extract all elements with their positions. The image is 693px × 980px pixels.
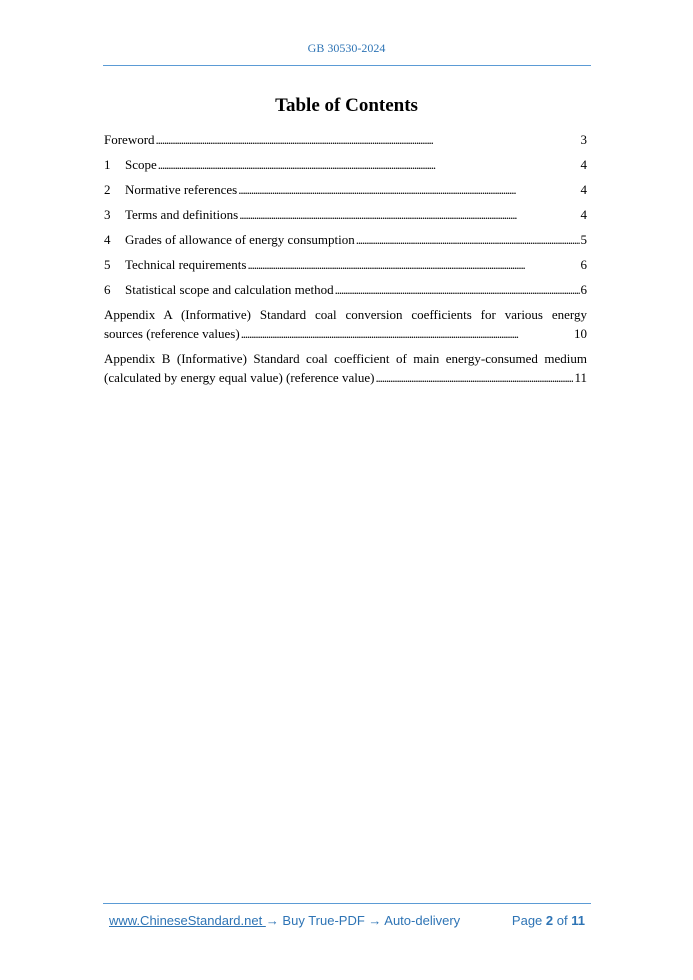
- toc-entry-title: Scope: [125, 157, 157, 172]
- toc-entry-page: 10: [574, 326, 587, 341]
- toc-entry-appendix-b[interactable]: [104, 349, 587, 387]
- toc-entry-statistical-scope[interactable]: [104, 280, 587, 305]
- buy-text: Buy True-PDF: [278, 913, 369, 928]
- toc-title: Table of Contents: [275, 95, 418, 116]
- dot-leader: [356, 230, 580, 249]
- delivery-text: Auto-delivery: [381, 913, 461, 928]
- page-current: 2: [545, 913, 554, 928]
- toc-entry-page: 5: [580, 232, 587, 247]
- toc-entry-grades-of-allowance[interactable]: [104, 230, 587, 255]
- toc-entry-scope[interactable]: [104, 155, 587, 180]
- toc-entry-title: Technical requirements: [125, 257, 247, 272]
- arrow-right-icon: →: [265, 913, 279, 928]
- toc-entry-title: Foreword: [104, 132, 155, 147]
- page-footer: [109, 913, 585, 928]
- page-total: 11: [571, 913, 585, 928]
- dot-leader: [158, 155, 580, 174]
- site-link[interactable]: www.ChineseStandard.net: [109, 913, 266, 928]
- dot-leader: [239, 205, 579, 224]
- dot-leader: [375, 368, 573, 387]
- dot-leader: [335, 280, 580, 299]
- toc-entry-number: 4: [104, 232, 111, 247]
- toc-entry-number: 1: [104, 157, 111, 172]
- page-of: of: [556, 913, 568, 928]
- dot-leader: [238, 180, 579, 199]
- arrow-right-icon: →: [368, 913, 382, 928]
- toc-entry-title: Grades of allowance of energy consumption: [125, 232, 355, 247]
- dot-leader: [156, 130, 580, 149]
- page-label: Page: [511, 913, 543, 928]
- footer-promo: [109, 913, 460, 928]
- toc-entry-title: Normative references: [125, 182, 238, 197]
- toc-entry-title-line2: (calculated by energy equal value) (reference value): [104, 370, 375, 385]
- toc-entry-title: Terms and definitions: [125, 207, 239, 222]
- toc-entry-page: 6: [580, 257, 587, 272]
- toc-entry-page: 11: [574, 370, 587, 385]
- toc-entry-title-line2: sources (reference values): [104, 326, 240, 341]
- table-of-contents: [104, 130, 587, 393]
- toc-entry-foreword[interactable]: [104, 130, 587, 155]
- toc-entry-technical-requirements[interactable]: [104, 255, 587, 280]
- toc-entry-number: 2: [104, 182, 111, 197]
- toc-entry-number: 3: [104, 207, 111, 222]
- toc-entry-appendix-a[interactable]: [104, 305, 587, 343]
- toc-entry-normative-references[interactable]: [104, 180, 587, 205]
- document-code-header: GB 30530-2024: [307, 41, 386, 55]
- page-indicator: [512, 913, 585, 928]
- toc-entry-page: 4: [580, 207, 587, 222]
- dot-leader: [241, 324, 573, 343]
- toc-entry-number: 6: [104, 282, 111, 297]
- toc-entry-terms-and-definitions[interactable]: [104, 205, 587, 230]
- footer-divider: [103, 903, 591, 904]
- toc-entry-title-line1: Appendix A (Informative) Standard coal conversion coefficients for various energy: [104, 307, 587, 322]
- toc-entry-number: 5: [104, 257, 111, 272]
- toc-entry-page: 4: [580, 182, 587, 197]
- toc-entry-page: 6: [580, 282, 587, 297]
- header-divider: [103, 65, 591, 66]
- toc-entry-page: 4: [580, 157, 587, 172]
- toc-entry-page: 3: [580, 132, 587, 147]
- toc-entry-title: Statistical scope and calculation method: [125, 282, 334, 297]
- dot-leader: [247, 255, 579, 274]
- toc-entry-title-line1: Appendix B (Informative) Standard coal coefficient of main energy-consumed medium: [104, 351, 587, 366]
